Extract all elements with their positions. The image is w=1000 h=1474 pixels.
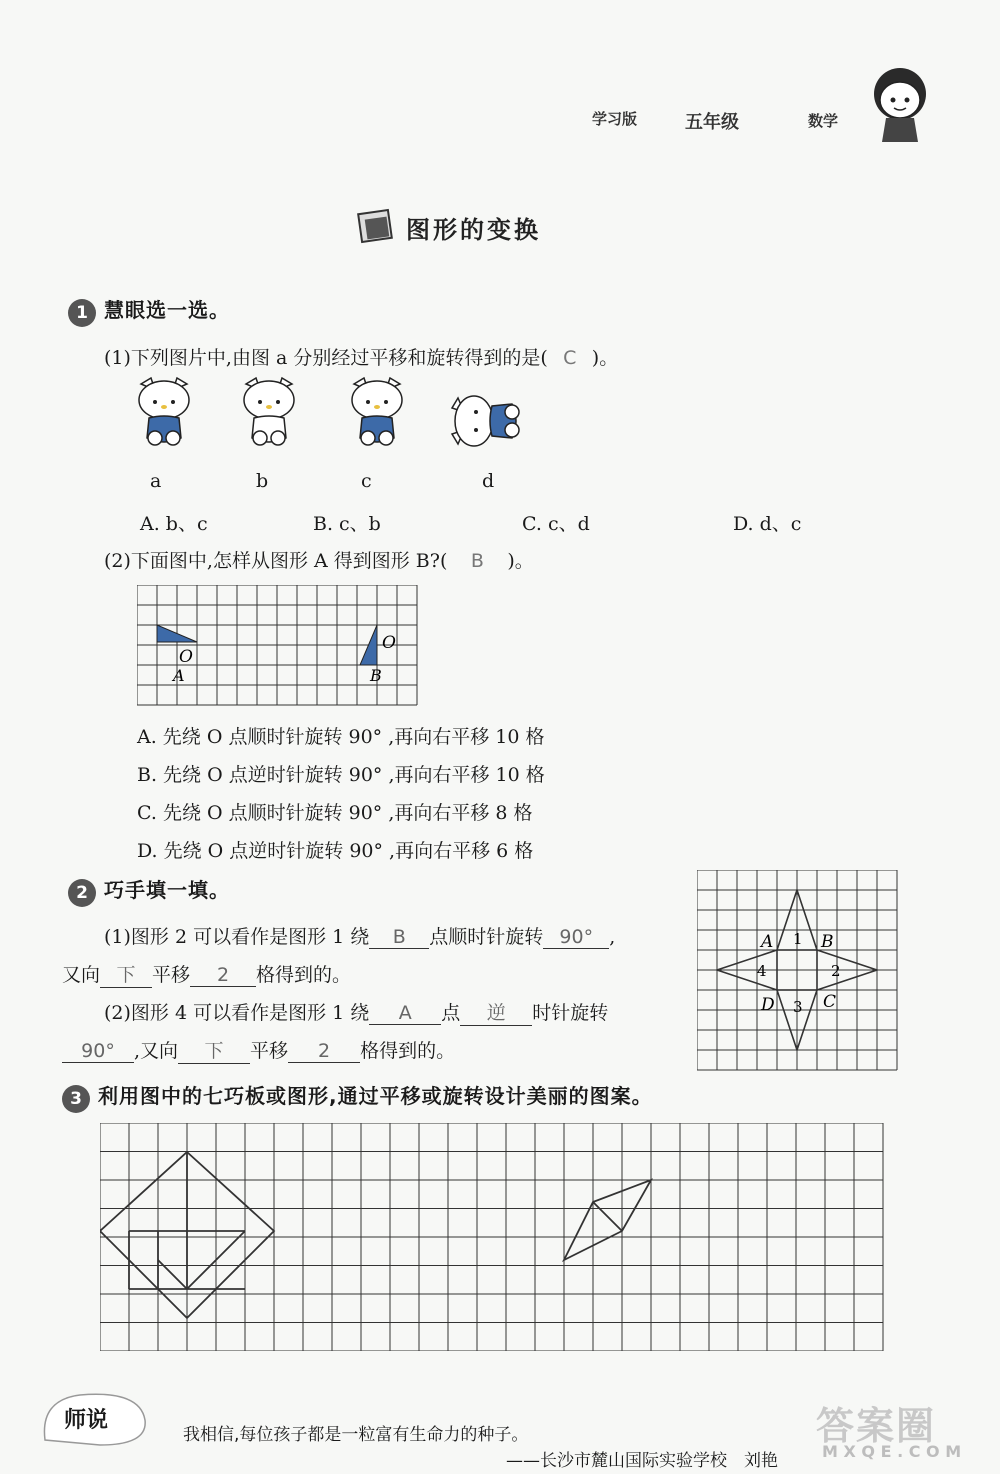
q2-2-text-5: 平移 xyxy=(250,1040,289,1062)
kitty-image-b xyxy=(238,376,300,448)
q1-2-answer: B xyxy=(470,550,484,572)
region-2-label: 2 xyxy=(831,962,841,980)
grid-lines xyxy=(697,870,897,1070)
section2-title: 巧手填一填。 xyxy=(104,878,230,902)
q2-1-text-2: 点顺时针旋转 xyxy=(429,926,544,948)
page-title: 图形的变换 xyxy=(406,216,541,244)
kitty-image-a xyxy=(133,376,195,448)
point-c-label: C xyxy=(823,992,837,1012)
q2-1-blank-4: 2 xyxy=(190,964,256,987)
kitty-image-d xyxy=(450,390,522,452)
q1-2-option-a: A. 先绕 O 点顺时针旋转 90° ,再向右平移 10 格 xyxy=(137,726,545,748)
q2-2-blank-4: 下 xyxy=(178,1036,250,1064)
grade-label: 五年级 xyxy=(685,112,739,133)
grid-lines xyxy=(100,1123,883,1351)
q2-1-line1 xyxy=(104,922,615,949)
book-icon xyxy=(356,206,398,246)
point-o-label-a: O xyxy=(179,647,193,667)
section2-number: 2 xyxy=(68,879,96,907)
q1-2-text: (2)下面图中,怎样从图形 A 得到图形 B?( xyxy=(104,550,448,572)
q2-2-blank-2: 逆 xyxy=(460,998,532,1026)
q2-1-blank-2: 90° xyxy=(543,926,609,949)
q1-1-option-b: B. c、b xyxy=(313,513,381,535)
region-1-label: 1 xyxy=(793,930,803,948)
watermark-url: M X Q E . C O M xyxy=(822,1442,962,1461)
q2-2-text-4: ,又向 xyxy=(134,1040,179,1062)
edition-label: 学习版 xyxy=(592,110,638,128)
point-d-label: D xyxy=(761,995,775,1015)
watermark-logo: 答案圈 xyxy=(816,1404,937,1448)
footer-quote: 我相信,每位孩子都是一粒富有生命力的种子。 xyxy=(183,1425,529,1445)
q1-2-stem xyxy=(104,546,534,573)
q2-2-blank-3: 90° xyxy=(62,1040,134,1063)
footer-signature: ——长沙市麓山国际实验学校 刘艳 xyxy=(506,1451,778,1471)
q2-1-text-1: (1)图形 2 可以看作是图形 1 绕 xyxy=(104,926,370,948)
image-label-d: d xyxy=(482,470,495,492)
section3-heading xyxy=(62,1080,653,1113)
q2-1-text-5: 平移 xyxy=(152,964,191,986)
q2-2-text-6: 格得到的。 xyxy=(360,1040,456,1062)
q2-1-text-3: , xyxy=(609,926,616,948)
section3-number: 3 xyxy=(62,1085,90,1113)
q2-2-line2 xyxy=(62,1036,455,1064)
girl-mascot-icon xyxy=(860,62,940,152)
q1-1-option-d: D. d、c xyxy=(733,513,802,535)
q2-2-text-3: 时针旋转 xyxy=(532,1002,609,1024)
q2-2-text-1: (2)图形 4 可以看作是图形 1 绕 xyxy=(104,1002,370,1024)
q2-2-text-2: 点 xyxy=(441,1002,461,1024)
q1-1-stem xyxy=(104,343,618,370)
q2-1-line2 xyxy=(62,960,351,988)
section2-heading xyxy=(68,874,230,907)
q2-1-blank-3: 下 xyxy=(100,960,152,988)
region-3-label: 3 xyxy=(793,998,803,1016)
section1-number: 1 xyxy=(68,299,96,327)
q2-2-line1 xyxy=(104,998,608,1026)
q2-2-blank-1: A xyxy=(369,1002,441,1025)
q1-1-option-c: C. c、d xyxy=(522,513,590,535)
region-4-label: 4 xyxy=(757,962,767,980)
teacher-says-label: 师说 xyxy=(64,1408,109,1433)
image-label-b: b xyxy=(256,470,269,492)
design-grid xyxy=(100,1123,888,1351)
subject-label: 数学 xyxy=(808,112,839,130)
q1-2-option-b: B. 先绕 O 点逆时针旋转 90° ,再向右平移 10 格 xyxy=(137,764,545,786)
point-b-label: B xyxy=(821,932,834,952)
shape-b-label: B xyxy=(370,666,382,685)
q1-1-text-end: )。 xyxy=(591,347,619,369)
shape-a-label: A xyxy=(173,666,185,685)
point-o-label-b: O xyxy=(382,633,396,653)
image-label-c: c xyxy=(361,470,372,492)
q1-2-option-c: C. 先绕 O 点顺时针旋转 90° ,再向右平移 8 格 xyxy=(137,802,533,824)
section1-heading xyxy=(68,294,230,327)
point-a-label: A xyxy=(761,932,774,952)
q2-1-blank-1: B xyxy=(369,926,429,949)
rotation-grid xyxy=(137,585,421,707)
rhombus-figure xyxy=(564,1180,651,1260)
kitty-image-c xyxy=(346,376,408,448)
q1-1-text: (1)下列图片中,由图 a 分别经过平移和旋转得到的是( xyxy=(104,347,548,369)
q2-1-text-6: 格得到的。 xyxy=(256,964,352,986)
star-grid xyxy=(697,870,901,1074)
q1-1-option-a: A. b、c xyxy=(140,513,208,535)
q2-2-blank-5: 2 xyxy=(288,1040,360,1063)
section3-title: 利用图中的七巧板或图形,通过平移或旋转设计美丽的图案。 xyxy=(98,1084,653,1108)
q2-1-text-4: 又向 xyxy=(62,964,101,986)
image-label-a: a xyxy=(150,470,162,492)
q1-2-option-d: D. 先绕 O 点逆时针旋转 90° ,再向右平移 6 格 xyxy=(137,840,534,862)
q1-1-answer: C xyxy=(563,347,577,369)
q1-2-text-end: )。 xyxy=(507,550,534,572)
section1-title: 慧眼选一选。 xyxy=(104,298,230,322)
